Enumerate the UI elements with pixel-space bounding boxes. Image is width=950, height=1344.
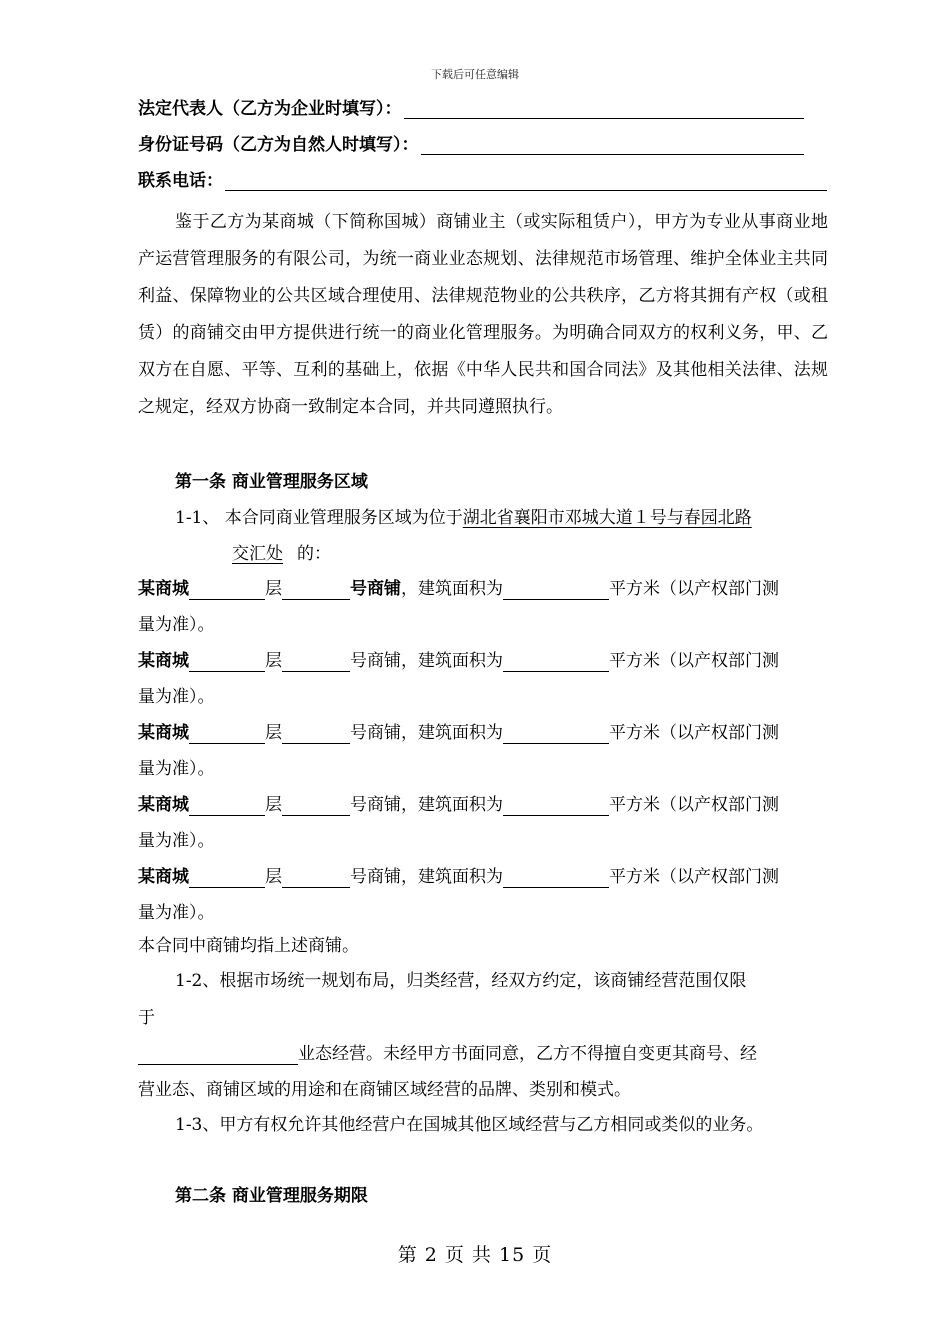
shop-mall-label: 某商城 bbox=[138, 795, 189, 815]
area-blank[interactable] bbox=[503, 583, 609, 600]
floor-label: 层 bbox=[265, 723, 282, 743]
area-label: ，建筑面积为 bbox=[401, 867, 503, 887]
article1-title: 第一条 商业管理服务区域 bbox=[175, 472, 368, 492]
clause-1-1 bbox=[175, 507, 752, 529]
id-number-blank[interactable] bbox=[421, 136, 804, 155]
floor-blank[interactable] bbox=[189, 583, 265, 600]
clause-1-2-text: 业态经营。未经甲方书面同意，乙方不得擅自变更其商号、经 bbox=[298, 1044, 757, 1064]
area-blank[interactable] bbox=[503, 727, 609, 744]
area-blank[interactable] bbox=[503, 799, 609, 816]
number-label: 号商铺 bbox=[350, 579, 401, 599]
area-blank[interactable] bbox=[503, 655, 609, 672]
phone-field bbox=[138, 166, 827, 191]
unit-label: 平方米（以产权部门测 bbox=[609, 579, 779, 599]
shop-row-tail: 量为准）。 bbox=[138, 759, 215, 779]
floor-label: 层 bbox=[265, 579, 282, 599]
shop-row-tail: 量为准）。 bbox=[138, 903, 215, 923]
phone-blank[interactable] bbox=[225, 172, 827, 191]
shop-row-tail: 量为准）。 bbox=[138, 687, 215, 707]
floor-blank[interactable] bbox=[189, 655, 265, 672]
number-blank[interactable] bbox=[282, 799, 350, 816]
header-note: 下载后可任意编辑 bbox=[431, 68, 519, 81]
business-scope-blank[interactable] bbox=[138, 1048, 298, 1065]
floor-label: 层 bbox=[265, 795, 282, 815]
preamble-paragraph: 鉴于乙方为某商城（下简称国城）商铺业主（或实际租赁户），甲方为专业从事商业地产运营管理服务的有限公司，为统一商业业态规划、法律规范市场管理、维护全体业主共同利益、保障物业的公共区域合理使用、法律规范物业的公共秩序，乙方将其拥有产权（或租赁）的商铺交由甲方提供进行统一的商业化管理服务。为明确合同双方的权利义务，甲、乙双方在自愿、平等、互利的基础上，依据《中华人民共和国合同法》及其他相关法律、法规之规定，经双方协商一致制定本合同，并共同遵照执行。 bbox=[138, 212, 828, 417]
id-number-field bbox=[138, 130, 804, 155]
clause-1-2-scope bbox=[138, 1043, 757, 1065]
shop-mall-label: 某商城 bbox=[138, 867, 189, 887]
clause-1-2-end: 营业态、商铺区域的用途和在商铺区域经营的品牌、类别和模式。 bbox=[138, 1080, 631, 1100]
article2-title: 第二条 商业管理服务期限 bbox=[175, 1186, 368, 1206]
clause-1-3: 1-3、甲方有权允许其他经营户在国城其他区域经营与乙方相同或类似的业务。 bbox=[175, 1115, 764, 1135]
phone-label: 联系电话： bbox=[138, 171, 223, 191]
shop-row bbox=[138, 650, 779, 672]
legal-rep-field bbox=[138, 94, 804, 119]
area-label: ，建筑面积为 bbox=[401, 579, 503, 599]
shop-mall-label: 某商城 bbox=[138, 723, 189, 743]
shop-row bbox=[138, 866, 779, 888]
floor-blank[interactable] bbox=[189, 799, 265, 816]
legal-rep-blank[interactable] bbox=[404, 100, 804, 119]
floor-label: 层 bbox=[265, 867, 282, 887]
unit-label: 平方米（以产权部门测 bbox=[609, 651, 779, 671]
number-label: 号商铺 bbox=[350, 651, 401, 671]
shop-row bbox=[138, 578, 779, 600]
shop-row-tail: 量为准）。 bbox=[138, 831, 215, 851]
id-number-label: 身份证号码（乙方为自然人时填写）： bbox=[138, 135, 419, 155]
number-blank[interactable] bbox=[282, 583, 350, 600]
clause-1-1-cont bbox=[232, 543, 331, 565]
shop-row bbox=[138, 722, 779, 744]
number-blank[interactable] bbox=[282, 871, 350, 888]
floor-blank[interactable] bbox=[189, 871, 265, 888]
shop-mall-label: 某商城 bbox=[138, 651, 189, 671]
number-label: 号商铺 bbox=[350, 867, 401, 887]
clause-1-1-address-b: 交汇处 bbox=[232, 544, 283, 564]
clause-1-2-cont: 于 bbox=[138, 1008, 155, 1028]
unit-label: 平方米（以产权部门测 bbox=[609, 867, 779, 887]
area-label: ，建筑面积为 bbox=[401, 723, 503, 743]
floor-blank[interactable] bbox=[189, 727, 265, 744]
clause-1-1-suffix: 的： bbox=[297, 544, 331, 564]
unit-label: 平方米（以产权部门测 bbox=[609, 795, 779, 815]
number-label: 号商铺 bbox=[350, 723, 401, 743]
area-label: ，建筑面积为 bbox=[401, 795, 503, 815]
shop-row-tail: 量为准）。 bbox=[138, 615, 215, 635]
unit-label: 平方米（以产权部门测 bbox=[609, 723, 779, 743]
floor-label: 层 bbox=[265, 651, 282, 671]
area-label: ，建筑面积为 bbox=[401, 651, 503, 671]
area-blank[interactable] bbox=[503, 871, 609, 888]
number-blank[interactable] bbox=[282, 727, 350, 744]
legal-rep-label: 法定代表人（乙方为企业时填写）： bbox=[138, 99, 402, 119]
clause-1-2: 1-2、根据市场统一规划布局，归类经营，经双方约定，该商铺经营范围仅限 bbox=[175, 971, 747, 991]
clause-1-1-prefix: 1-1、 本合同商业管理服务区域为位于 bbox=[175, 508, 463, 528]
number-label: 号商铺 bbox=[350, 795, 401, 815]
page-footer: 第 2 页 共 15 页 bbox=[397, 1244, 553, 1266]
number-blank[interactable] bbox=[282, 655, 350, 672]
clause-1-1-address-a: 湖北省襄阳市邓城大道１号与春园北路 bbox=[462, 508, 752, 528]
shop-row bbox=[138, 794, 779, 816]
shops-note: 本合同中商铺均指上述商铺。 bbox=[138, 936, 359, 956]
shop-mall-label: 某商城 bbox=[138, 579, 189, 599]
